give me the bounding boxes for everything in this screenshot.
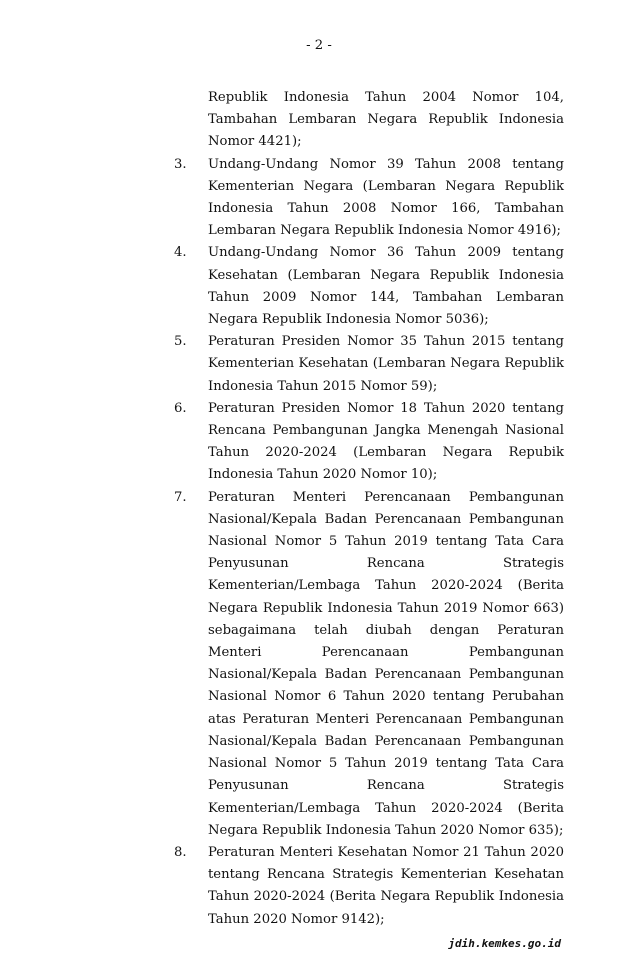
list-item-text: Undang-Undang Nomor 36 Tahun 2009 tentang Kesehatan (Lembaran Negara Republik Indonesia Tahun 2009 Nomor 144, Tambahan Lembaran Negara Republik Indonesia Nomor 5036); xyxy=(208,245,564,328)
page-number: - 2 - xyxy=(306,38,332,53)
list-item xyxy=(174,154,564,243)
list-item-text: Undang-Undang Nomor 39 Tahun 2008 tentang Kementerian Negara (Lembaran Negara Republik Indonesia Tahun 2008 Nomor 166, Tambahan Lembaran Negara Republik Indonesia Nomor 4916); xyxy=(208,156,564,239)
list-item-number: 3. xyxy=(174,156,187,172)
list-item xyxy=(174,487,564,842)
list-item-text: Peraturan Menteri Perencanaan Pembangunan Nasional/Kepala Badan Perencanaan Pembangunan Nasional Nomor 5 Tahun 2019 tentang Tata Cara Penyusunan Rencana Strategis Kementerian/Lembaga Tahun 2020-2024 (Berita Negara Republik Indonesia Tahun 2019 Nomor 663) sebagaimana telah diubah dengan Peraturan Menteri Perencanaan Pembangunan Nasional/Kepala Badan Perencanaan Pembangunan Nasional Nomor 6 Tahun 2020 tentang Perubahan atas Peraturan Menteri Perencanaan Pembangunan Nasional/Kepala Badan Perencanaan Pembangunan Nasional Nomor 5 Tahun 2019 tentang Tata Cara Penyusunan Rencana Strategis Kementerian/Lembaga Tahun 2020-2024 (Berita Negara Republik Indonesia Tahun 2020 Nomor 635); xyxy=(208,489,564,838)
list-item-text: Peraturan Presiden Nomor 35 Tahun 2015 tentang Kementerian Kesehatan (Lembaran Negara Republik Indonesia Tahun 2015 Nomor 59); xyxy=(208,334,564,394)
list-item-number: 7. xyxy=(174,489,187,505)
list-item-number: 6. xyxy=(174,400,187,416)
list-item-text: Peraturan Menteri Kesehatan Nomor 21 Tahun 2020 tentang Rencana Strategis Kementerian Kesehatan Tahun 2020-2024 (Berita Negara Republik Indonesia Tahun 2020 Nomor 9142); xyxy=(208,844,564,927)
list-item xyxy=(174,398,564,487)
continuation-paragraph: Republik Indonesia Tahun 2004 Nomor 104, Tambahan Lembaran Negara Republik Indonesia Nomor 4421); xyxy=(208,90,564,150)
list-item xyxy=(174,331,564,398)
document-body xyxy=(174,87,564,931)
list-item xyxy=(174,242,564,331)
list-item-text: Peraturan Presiden Nomor 18 Tahun 2020 tentang Rencana Pembangunan Jangka Menengah Nasional Tahun 2020-2024 (Lembaran Negara Repubik Indonesia Tahun 2020 Nomor 10); xyxy=(208,400,564,483)
list-item xyxy=(174,842,564,931)
list-item-number: 5. xyxy=(174,334,187,350)
list-item-number: 4. xyxy=(174,245,187,261)
footer-url: jdih.kemkes.go.id xyxy=(448,937,561,950)
list-item-number: 8. xyxy=(174,844,187,860)
